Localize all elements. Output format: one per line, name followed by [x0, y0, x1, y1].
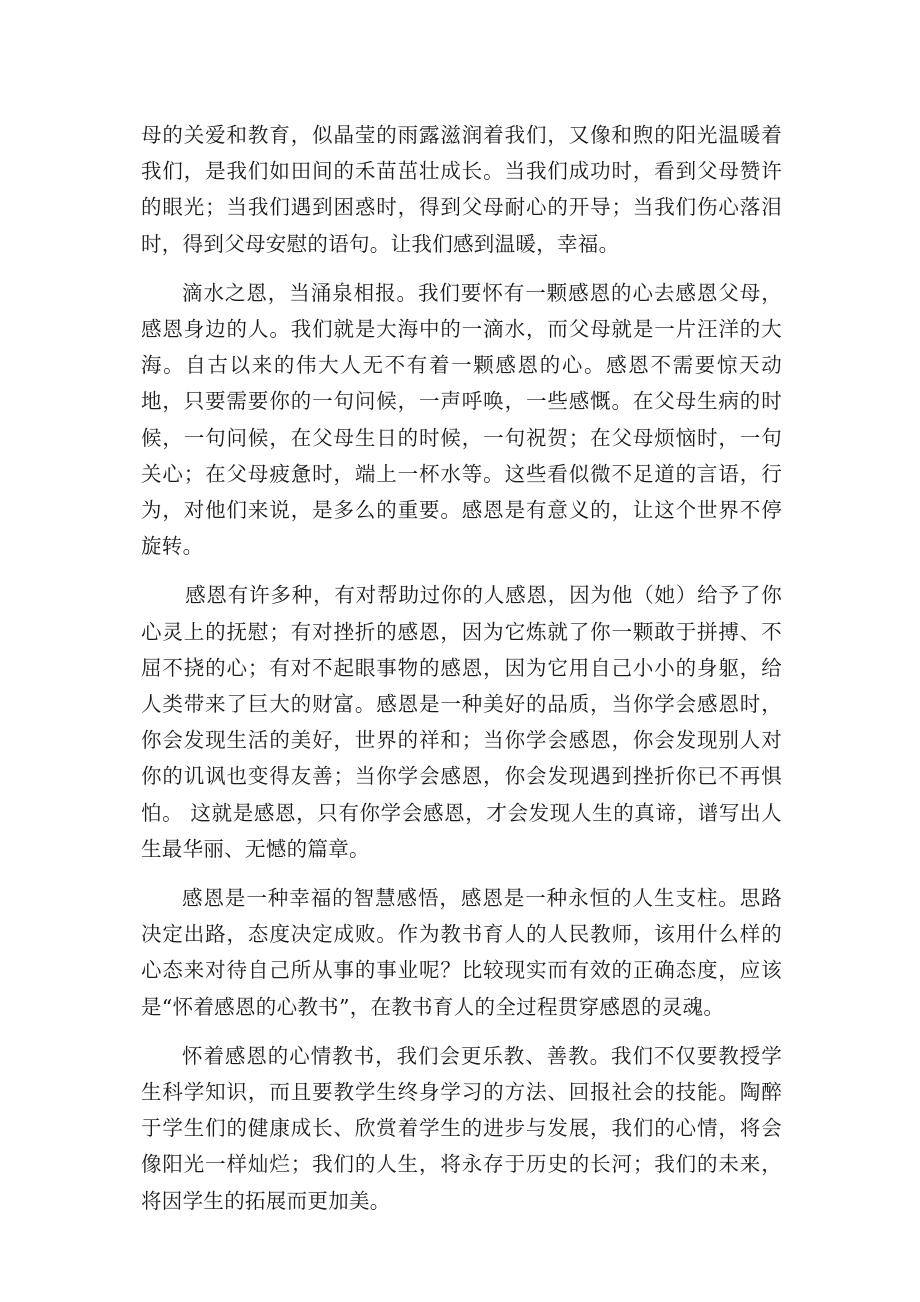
paragraph-1: 母的关爱和教育，似晶莹的雨露滋润着我们，又像和煦的阳光温暖着我们，是我们如田间的禾苗茁壮成长。当我们成功时，看到父母赞许的眼光；当我们遇到困惑时，得到父母耐心的开导；当我们伤心落泪时，得到父母安慰的语句。让我们感到温暖，幸福。 [141, 123, 782, 256]
paragraph-4: 感恩是一种幸福的智慧感悟，感恩是一种永恒的人生支柱。思路决定出路，态度决定成败。作为教书育人的人民教师，该用什么样的心态来对待自己所从事的事业呢？比较现实而有效的正确态度，应该是“怀着感恩的心教书”，在教书育人的全过程贯穿感恩的灵魂。 [141, 886, 782, 1019]
paragraph-3: 感恩有许多种，有对帮助过你的人感恩，因为他（她）给予了你心灵上的抚慰；有对挫折的感恩，因为它炼就了你一颗敢于拼搏、不屈不挠的心；有对不起眼事物的感恩，因为它用自己小小的身躯，给人类带来了巨大的财富。感恩是一种美好的品质，当你学会感恩时，你会发现生活的美好，世界的祥和；当你学会感恩，你会发现别人对你的讥讽也变得友善；当你学会感恩，你会发现遇到挫折你已不再惧怕。 这就是感恩，只有你学会感恩，才会发现人生的真谛，谱写出人生最华丽、无憾的篇章。 [141, 583, 782, 861]
paragraph-5: 怀着感恩的心情教书，我们会更乐教、善教。我们不仅要教授学生科学知识，而且要教学生终身学习的方法、回报社会的技能。陶醉于学生们的健康成长、欣赏着学生的进步与发展，我们的心情，将会像阳光一样灿烂；我们的人生，将永存于历史的长河；我们的未来，将因学生的拓展而更加美。 [141, 1043, 782, 1213]
paragraph-2: 滴水之恩，当涌泉相报。我们要怀有一颗感恩的心去感恩父母，感恩身边的人。我们就是大海中的一滴水，而父母就是一片汪洋的大海。自古以来的伟大人无不有着一颗感恩的心。感恩不需要惊天动地，只要需要你的一句问候，一声呼唤，一些感慨。在父母生病的时候，一句问候，在父母生日的时候，一句祝贺；在父母烦恼时，一句关心；在父母疲惫时，端上一杯水等。这些看似微不足道的言语，行为，对他们来说，是多么的重要。感恩是有意义的，让这个世界不停旋转。 [141, 280, 782, 559]
